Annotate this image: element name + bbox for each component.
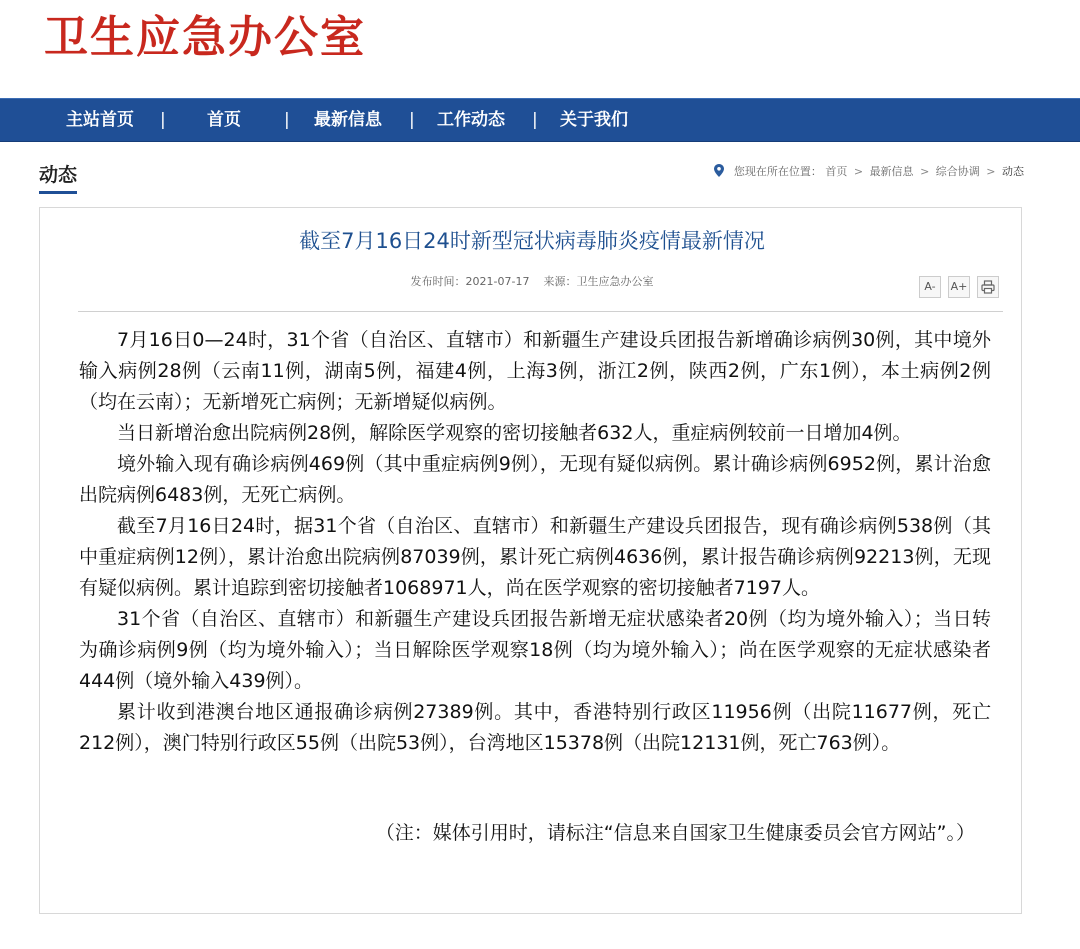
publish-date: 2021-07-17 (465, 275, 530, 288)
breadcrumb-prefix: 您现在所在位置： (733, 165, 822, 178)
source-value: 卫生应急办公室 (576, 275, 654, 288)
breadcrumb-separator: > (920, 165, 930, 178)
citation-note: （注：媒体引用时，请标注“信息来自国家卫生健康委员会官方网站”。） (375, 822, 975, 844)
article-body (79, 325, 991, 759)
font-larger-button[interactable]: A+ (948, 276, 970, 298)
breadcrumb-separator: > (986, 165, 996, 178)
nav-separator: | (160, 110, 166, 130)
nav-separator: | (532, 110, 538, 130)
section-tab-news[interactable]: 动态 (39, 163, 77, 194)
article-paragraph: 当日新增治愈出院病例28例，解除医学观察的密切接触者632人，重症病例较前一日增加4例。 (117, 422, 912, 444)
site-logo[interactable]: 卫生应急办公室 (44, 12, 366, 63)
main-nav (0, 98, 1080, 142)
nav-item-work-news[interactable]: 工作动态 (437, 110, 505, 130)
title-divider (78, 311, 1003, 312)
article-paragraph: 境外输入现有确诊病例469例（其中重症病例9例），无现有疑似病例。累计确诊病例6952例，累计治愈出院病例6483例，无死亡病例。 (79, 453, 991, 506)
article-paragraph: 7月16日0—24时，31个省（自治区、直辖市）和新疆生产建设兵团报告新增确诊病例30例，其中境外输入病例28例（云南11例，湖南5例，福建4例，上海3例，浙江2例，陕西2例，广东1例），本土病例2例（均在云南）；无新增死亡病例；无新增疑似病例。 (79, 329, 991, 413)
article-paragraph: 31个省（自治区、直辖市）和新疆生产建设兵团报告新增无症状感染者20例（均为境外输入）；当日转为确诊病例9例（均为境外输入）；当日解除医学观察18例（均为境外输入）；尚在医学观察的无症状感染者444例（境外输入439例）。 (79, 608, 991, 692)
nav-item-about-us[interactable]: 关于我们 (560, 110, 628, 130)
publish-label: 发布时间： (410, 275, 466, 288)
article-meta (0, 274, 1064, 290)
breadcrumb (714, 163, 1024, 181)
nav-item-home[interactable]: 首页 (207, 110, 241, 130)
print-button[interactable] (977, 276, 999, 298)
breadcrumb-current: 动态 (1002, 165, 1024, 178)
source-label: 来源： (543, 275, 577, 288)
font-smaller-button[interactable]: A- (919, 276, 941, 298)
article-paragraph: 截至7月16日24时，据31个省（自治区、直辖市）和新疆生产建设兵团报告，现有确诊病例538例（其中重症病例12例），累计治愈出院病例87039例，累计死亡病例4636例，累计报告确诊病例92213例，无现有疑似病例。累计追踪到密切接触者1068971人，尚在医学观察的密切接触者7197人。 (79, 515, 991, 599)
breadcrumb-latest-info[interactable]: 最新信息 (869, 165, 914, 178)
nav-item-latest-info[interactable]: 最新信息 (314, 110, 382, 130)
nav-item-main-home[interactable]: 主站首页 (66, 110, 134, 130)
article-paragraph: 累计收到港澳台地区通报确诊病例27389例。其中，香港特别行政区11956例（出院11677例，死亡212例），澳门特别行政区55例（出院53例），台湾地区15378例（出院12131例，死亡763例）。 (79, 701, 991, 754)
breadcrumb-coordination[interactable]: 综合协调 (935, 165, 980, 178)
article-title: 截至7月16日24时新型冠状病毒肺炎疫情最新情况 (299, 229, 765, 253)
breadcrumb-separator: > (853, 165, 864, 178)
nav-separator: | (284, 110, 290, 130)
nav-separator: | (409, 110, 415, 130)
breadcrumb-home[interactable]: 首页 (825, 165, 848, 178)
location-pin-icon (714, 164, 724, 177)
print-icon (981, 284, 995, 297)
